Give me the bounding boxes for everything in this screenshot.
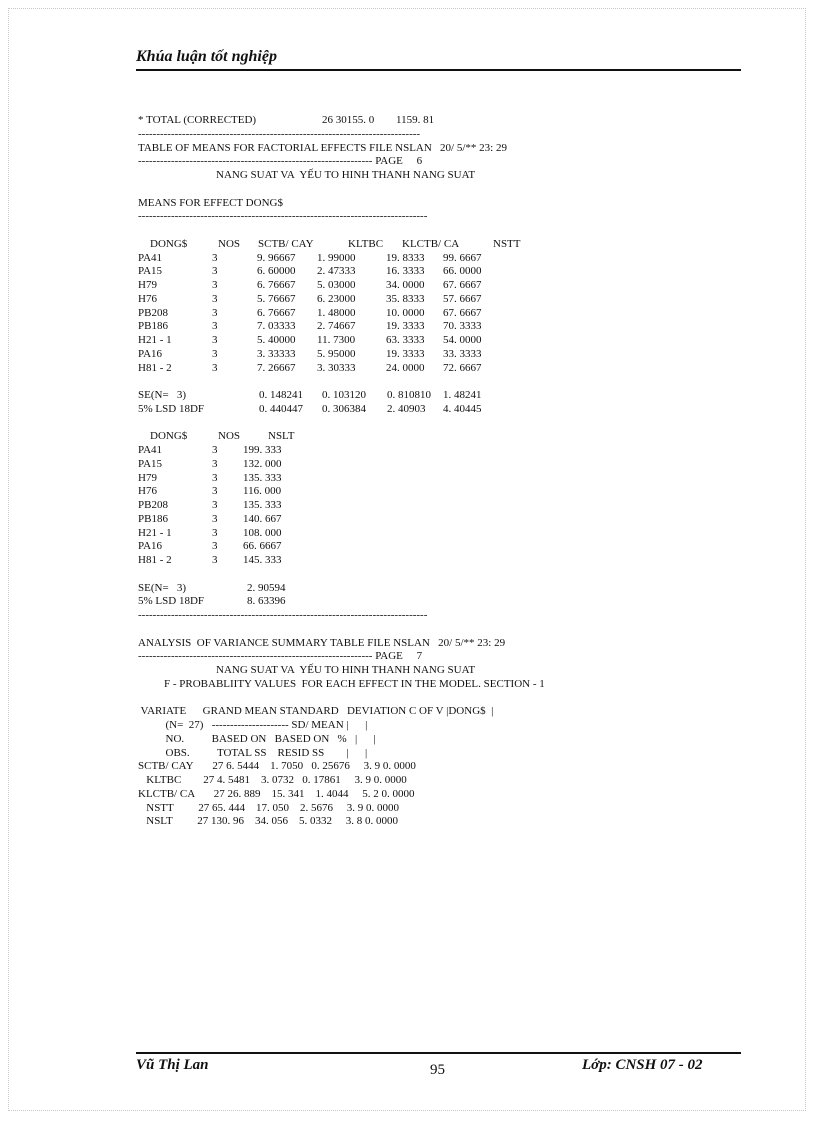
table-cell: H76 [138,485,157,498]
table-cell: 7. 03333 [257,320,296,333]
table-cell: 35. 8333 [386,292,425,305]
table-row [138,293,738,307]
table-cell: H81 - 2 [138,361,172,374]
table-cell: 0. 148241 [259,389,303,401]
table-cell: 3 [212,265,218,278]
report-content [138,114,738,829]
table-cell: 8. 63396 [247,595,286,608]
anova-table [138,705,738,829]
table-row [138,348,738,362]
table-cell: 0. 103120 [322,389,366,401]
table-cell: 6. 60000 [257,265,296,278]
heading-nang-suat-1: NANG SUAT VA YẾU TO HINH THANH NANG SUAT [216,169,476,181]
table-cell: H81 - 2 [138,554,172,566]
table-row [138,265,738,279]
table-cell: 3 [212,540,218,553]
means-table-2-stats [138,582,738,610]
lsd-row [138,595,738,609]
table-row [138,472,738,486]
table-row [138,513,738,527]
table-cell: NOS [218,430,241,443]
anova-title: ANALYSIS OF VARIANCE SUMMARY TABLE FILE NSLAN 20/ 5/** 23: 29 [138,636,506,649]
footer-author: Vũ Thị Lan [136,1057,209,1073]
table-cell: 10. 0000 [386,306,425,319]
table-cell: 9. 96667 [257,251,296,264]
table-cell: 145. 333 [243,554,282,566]
page7-line: ---------------------------------------------------------------- PAGE 7 [138,650,423,663]
means-table-1 [138,238,738,376]
table-cell: 5% LSD 18DF [138,402,205,415]
table-cell: PB208 [138,499,168,511]
table-cell: 7. 26667 [257,361,296,374]
table-cell: 72. 6667 [443,361,482,374]
table-cell: 63. 3333 [386,334,425,346]
dash-separator: ------------------------------------------------------------------------------- [138,609,428,621]
table-cell: 3 [212,485,218,498]
table-cell: 67. 6667 [443,279,482,291]
se-row [138,389,738,403]
anova-row: NSTT 27 65. 444 17. 050 2. 5676 3. 9 0. 0000 [138,801,400,814]
means-effect-title: MEANS FOR EFFECT DONG$ [138,196,283,209]
table-cell: 3. 30333 [317,361,356,374]
table-row [138,334,738,348]
table-header-row [138,430,738,444]
heading-nang-suat-2: NANG SUAT VA YẾU TO HINH THANH NANG SUAT [216,664,476,676]
table-cell: 5% LSD 18DF [138,595,205,608]
anova-header-line: NO. BASED ON BASED ON % | | [138,732,376,745]
table-cell: H79 [138,279,157,291]
table-cell: H76 [138,292,157,305]
table-cell: 3 [212,251,218,264]
fprob-line: F - PROBABLIITY VALUES FOR EACH EFFECT IN THE MODEL. SECTION - 1 [164,677,545,690]
total-corrected-line [138,114,738,128]
table-cell: DONG$ [150,430,188,443]
table-cell: 140. 667 [243,512,282,525]
table-cell: 1. 48000 [317,306,356,319]
table-row [138,554,738,568]
table-cell: 2. 40903 [387,402,426,415]
table-cell: 5. 95000 [317,347,356,360]
footer-rule [136,1052,741,1054]
table-cell: 54. 0000 [443,334,482,346]
table-row [138,540,738,554]
table-cell: 3 [212,444,218,456]
table-cell: PB186 [138,320,168,333]
table-means-title: TABLE OF MEANS FOR FACTORIAL EFFECTS FILE NSLAN 20/ 5/** 23: 29 [138,141,507,154]
table-cell: 3 [212,499,218,511]
table-cell: 3 [212,361,218,374]
table-cell: 135. 333 [243,499,282,511]
table-cell: 3 [212,306,218,319]
table-cell: 199. 333 [243,444,282,456]
table-row [138,279,738,293]
table-cell: 6. 76667 [257,279,296,291]
table-row [138,485,738,499]
table-row [138,320,738,334]
table-cell: 0. 810810 [387,389,431,401]
header-rule [136,69,741,71]
header-title: Khúa luận tốt nghiệp [136,48,277,65]
se-row [138,582,738,596]
table-cell: 6. 76667 [257,306,296,319]
table-header-row [138,238,738,252]
table-cell: 5. 03000 [317,279,356,291]
table-cell: 5. 40000 [257,334,296,346]
total-corrected-v2: 1159. 81 [396,114,435,126]
page6-line: ---------------------------------------------------------------- PAGE 6 [138,155,423,168]
lsd-row [138,403,738,417]
anova-header-line: (N= 27) --------------------- SD/ MEAN | | [138,719,368,731]
table-cell: 132. 000 [243,457,282,470]
table-cell: PA15 [138,457,163,470]
table-cell: 108. 000 [243,526,282,539]
table-cell: 66. 6667 [243,540,282,553]
table-cell: 57. 6667 [443,292,482,305]
table-cell: 3 [212,554,218,566]
table-row [138,307,738,321]
total-corrected-label: * TOTAL (CORRECTED) [138,114,257,126]
table-cell: 3 [212,347,218,360]
table-cell: 6. 23000 [317,292,356,305]
table-cell: 66. 0000 [443,265,482,278]
page-number: 95 [430,1062,445,1078]
table-cell: H79 [138,471,157,484]
table-row [138,444,738,458]
anova-header-line: OBS. TOTAL SS RESID SS | | [138,746,368,759]
table-cell: NOS [218,237,241,250]
table-cell: 135. 333 [243,471,282,484]
table-cell: 19. 3333 [386,347,425,360]
table-cell: H21 - 1 [138,526,172,539]
table-cell: H21 - 1 [138,334,172,346]
table-cell: PA41 [138,251,163,264]
table-cell: 3 [212,279,218,291]
anova-row: NSLT 27 130. 96 34. 056 5. 0332 3. 8 0. 0000 [138,815,399,828]
table-cell: 3 [212,471,218,484]
table-cell: 3 [212,512,218,525]
total-corrected-v1: 26 30155. 0 [322,114,375,126]
table-cell: 0. 306384 [322,402,366,415]
anova-header-line: VARIATE GRAND MEAN STANDARD DEVIATION C OF V |DONG$ | [138,705,494,718]
table-cell: 4. 40445 [443,402,482,415]
footer-class: Lớp: CNSH 07 - 02 [582,1057,703,1073]
table-cell: DONG$ [150,237,188,250]
table-cell: 2. 74667 [317,320,356,333]
table-cell: 2. 47333 [317,265,356,278]
table-row [138,458,738,472]
table-cell: 1. 99000 [317,251,356,264]
table-cell: 19. 3333 [386,320,425,333]
table-cell: NSTT [493,237,521,250]
table-row [138,527,738,541]
anova-row: SCTB/ CAY 27 6. 5444 1. 7050 0. 25676 3. 9 0. 0000 [138,760,416,773]
table-cell: 3 [212,320,218,333]
table-cell: 19. 8333 [386,251,425,264]
table-cell: 11. 7300 [317,334,356,346]
table-cell: 116. 000 [243,485,282,498]
dash-separator: ------------------------------------------------------------------------------- [138,210,428,223]
table-cell: 16. 3333 [386,265,425,278]
table-cell: NSLT [268,430,295,443]
means-table-1-stats [138,389,738,417]
table-cell: SE(N= 3) [138,581,187,594]
dash-separator: ----------------------------------------------------------------------------- [138,127,421,140]
table-cell: KLTBC [348,237,384,250]
table-cell: 33. 3333 [443,347,482,360]
table-cell: SCTB/ CAY [258,237,314,250]
table-cell: 3 [212,292,218,305]
table-cell: PA16 [138,347,163,360]
table-cell: 3 [212,334,218,346]
table-cell: 67. 6667 [443,306,482,319]
table-cell: PA15 [138,265,163,278]
means-table-2 [138,430,738,568]
table-cell: 70. 3333 [443,320,482,333]
table-row [138,362,738,376]
table-cell: 5. 76667 [257,292,296,305]
table-cell: 3. 33333 [257,347,296,360]
table-cell: 34. 0000 [386,279,425,291]
table-cell: PA41 [138,444,163,456]
table-cell: 2. 90594 [247,581,286,594]
anova-row: KLTBC 27 4. 5481 3. 0732 0. 17861 3. 9 0. 0000 [138,774,407,786]
anova-row: KLCTB/ CA 27 26. 889 15. 341 1. 4044 5. 2 0. 0000 [138,787,415,800]
table-cell: PB208 [138,306,168,319]
table-row [138,252,738,266]
table-cell: 3 [212,526,218,539]
table-row [138,499,738,513]
table-cell: 1. 48241 [443,389,482,401]
table-cell: PA16 [138,540,163,553]
table-cell: KLCTB/ CA [402,237,460,250]
table-cell: 24. 0000 [386,361,425,374]
table-cell: SE(N= 3) [138,389,187,401]
table-cell: 3 [212,457,218,470]
table-cell: PB186 [138,512,168,525]
table-cell: 99. 6667 [443,251,482,264]
table-cell: 0. 440447 [259,402,303,415]
